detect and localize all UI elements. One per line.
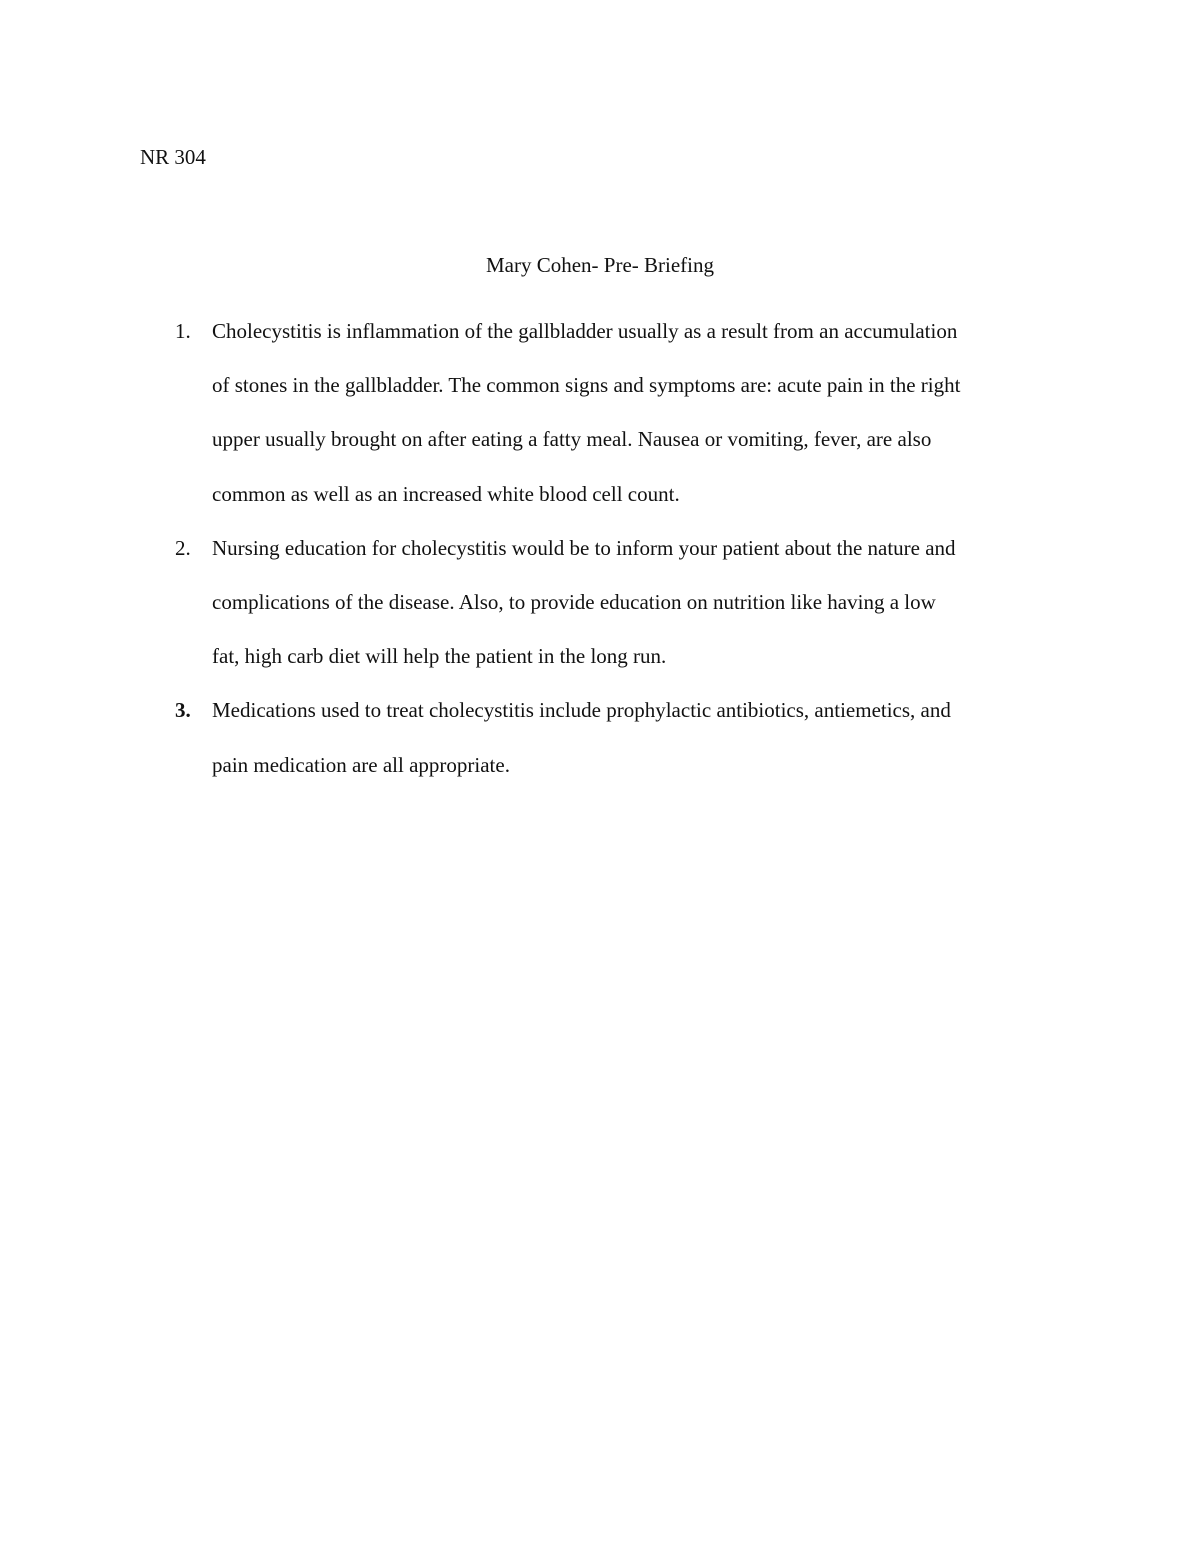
list-item-line: of stones in the gallbladder. The common signs and symptoms are: acute pain in the right bbox=[212, 373, 961, 398]
list-item-line: Cholecystitis is inflammation of the gallbladder usually as a result from an accumulation bbox=[212, 319, 958, 343]
list-item-line: Medications used to treat cholecystitis include prophylactic antibiotics, antiemetics, and bbox=[212, 698, 951, 723]
numbered-list bbox=[175, 304, 1065, 792]
list-item-line: pain medication are all appropriate. bbox=[212, 752, 510, 777]
list-item-line: complications of the disease. Also, to provide education on nutrition like having a low bbox=[212, 590, 936, 615]
list-item-line: upper usually brought on after eating a fatty meal. Nausea or vomiting, fever, are also bbox=[212, 427, 932, 452]
document-title: Mary Cohen- Pre- Briefing bbox=[485, 253, 715, 277]
list-item-line: common as well as an increased white blood cell count. bbox=[212, 481, 680, 506]
list-number: 2. bbox=[175, 535, 191, 560]
list-item bbox=[175, 304, 1065, 521]
list-item bbox=[175, 521, 1065, 684]
list-item-line: fat, high carb diet will help the patient in the long run. bbox=[212, 644, 667, 669]
course-header: NR 304 bbox=[140, 145, 206, 169]
list-number: 1. bbox=[175, 319, 191, 343]
list-number: 3. bbox=[175, 698, 191, 723]
list-item bbox=[175, 683, 1065, 791]
list-item-line: Nursing education for cholecystitis would be to inform your patient about the nature and bbox=[212, 535, 956, 560]
